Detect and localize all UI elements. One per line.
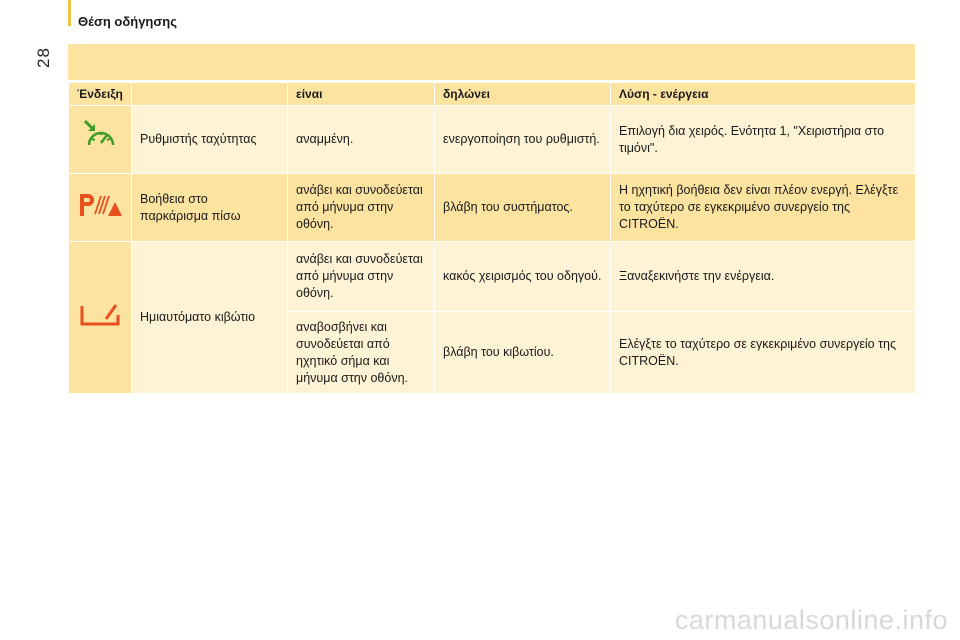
header-state: είναι xyxy=(288,83,435,106)
watermark: carmanualsonline.info xyxy=(674,605,948,635)
indicator-cell xyxy=(69,106,132,174)
indicator-state: αναβοσβήνει και συνοδεύεται από ηχητικό σήμα και μήνυμα στην οθόνη. xyxy=(288,312,435,394)
page-number: 28 xyxy=(34,47,53,68)
indicator-action: Ξαναξεκινήστε την ενέργεια. xyxy=(611,242,916,312)
parking-assist-icon xyxy=(77,190,123,225)
header-means: δηλώνει xyxy=(435,83,611,106)
gearbox-icon xyxy=(78,301,122,334)
indicator-state: ανάβει και συνοδεύεται από μήνυμα στην οθόνη. xyxy=(288,242,435,312)
indicator-means: ενεργοποίηση του ρυθμιστή. xyxy=(435,106,611,174)
speed-limiter-icon xyxy=(79,119,121,160)
section-title: Θέση οδήγησης xyxy=(78,14,177,29)
indicator-cell xyxy=(69,174,132,242)
header-name xyxy=(132,83,288,106)
table-header-row xyxy=(69,83,916,106)
indicator-action: Η ηχητική βοήθεια δεν είναι πλέον ενεργή. Ελέγξτε το ταχύτερο σε εγκεκριμένο συνεργείο της CITROËN. xyxy=(611,174,916,242)
indicator-cell xyxy=(69,242,132,394)
warning-lights-table xyxy=(68,44,915,394)
indicator-state: αναμμένη. xyxy=(288,106,435,174)
indicator-means: βλάβη του συστήματος. xyxy=(435,174,611,242)
indicator-action: Ελέγξτε το ταχύτερο σε εγκεκριμένο συνεργείο της CITROËN. xyxy=(611,312,916,394)
header-action: Λύση - ενέργεια xyxy=(611,83,916,106)
indicator-means: βλάβη του κιβωτίου. xyxy=(435,312,611,394)
header-indicator: Ένδειξη xyxy=(69,83,132,106)
section-marker xyxy=(68,0,71,26)
indicator-name: Ρυθμιστής ταχύτητας xyxy=(132,106,288,174)
indicator-action: Επιλογή δια χειρός. Ενότητα 1, "Χειριστήρια στο τιμόνι". xyxy=(611,106,916,174)
indicator-state: ανάβει και συνοδεύεται από μήνυμα στην οθόνη. xyxy=(288,174,435,242)
indicator-name: Βοήθεια στο παρκάρισμα πίσω xyxy=(132,174,288,242)
indicator-means: κακός χειρισμός του οδηγού. xyxy=(435,242,611,312)
table-row xyxy=(69,242,916,312)
table-row xyxy=(69,106,916,174)
indicator-name: Ημιαυτόματο κιβώτιο xyxy=(132,242,288,394)
table-row xyxy=(69,174,916,242)
table-top-band xyxy=(68,44,915,82)
